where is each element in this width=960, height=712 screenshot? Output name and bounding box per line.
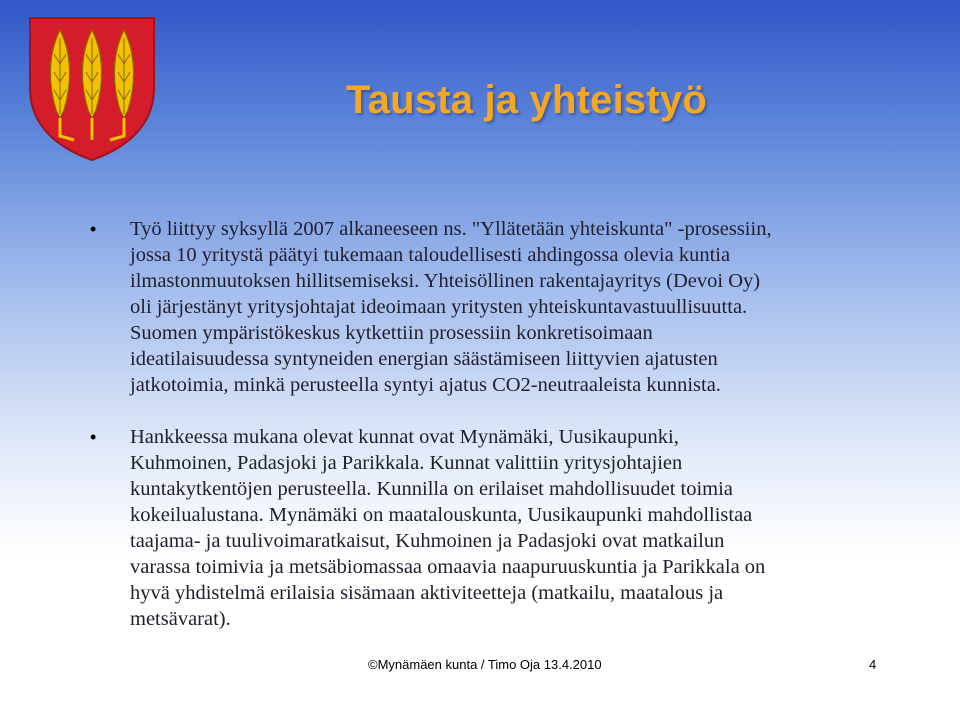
bullet-icon: •	[90, 427, 97, 447]
bullet-text: Työ liittyy syksyllä 2007 alkaneeseen ns. "Yllätetään yhteiskunta" -prosessiin, jossa 10 yritystä päätyi tukemaan taloudellisesti ahdingossa olevia kuntia ilmastonmuutoksen hillitsemiseksi. Yhteisöllinen rakentajayritys (Devoi Oy) oli järjestänyt yritysjohtajat ideoimaan yritysten yhteiskuntavastuullisuutta. Suomen ympäristökeskus kytkettiin prosessiin konkretisoimaan ideatilaisuudessa syntyneiden energian säästämiseen liittyvien ajatusten jatkotoimia, minkä perusteella syntyi ajatus CO2-neutraaleista kunnista.	[130, 218, 772, 396]
bullet-list	[90, 216, 890, 658]
bullet-text: Hankkeessa mukana olevat kunnat ovat Mynämäki, Uusikaupunki, Kuhmoinen, Padasjoki ja Parikkala. Kunnat valittiin yritysjohtajien kuntakytkentöjen perusteella. Kunnilla on erilaiset mahdollisuudet toimia kokeilualustana. Mynämäki on maatalouskunta, Uusikaupunki mahdollistaa taajama- ja tuulivoimaratkaisut, Kuhmoinen ja Padasjoki ovat matkailun varassa toimivia ja metsäbiomassaa omaavia naapuruuskuntia ja Parikkala on hyvä yhdistelmä erilaisia sisämaan aktiviteetteja (matkailu, maatalous ja metsävarat).	[130, 426, 766, 630]
bullet-icon: •	[90, 219, 97, 239]
footer-text: ©Mynämäen kunta / Timo Oja 13.4.2010	[368, 657, 602, 672]
coat-of-arms-icon	[26, 14, 158, 162]
bullet-item	[90, 216, 890, 398]
bullet-item	[90, 424, 890, 632]
slide-title: Tausta ja yhteistyö	[346, 78, 707, 122]
page-number: 4	[869, 657, 877, 672]
